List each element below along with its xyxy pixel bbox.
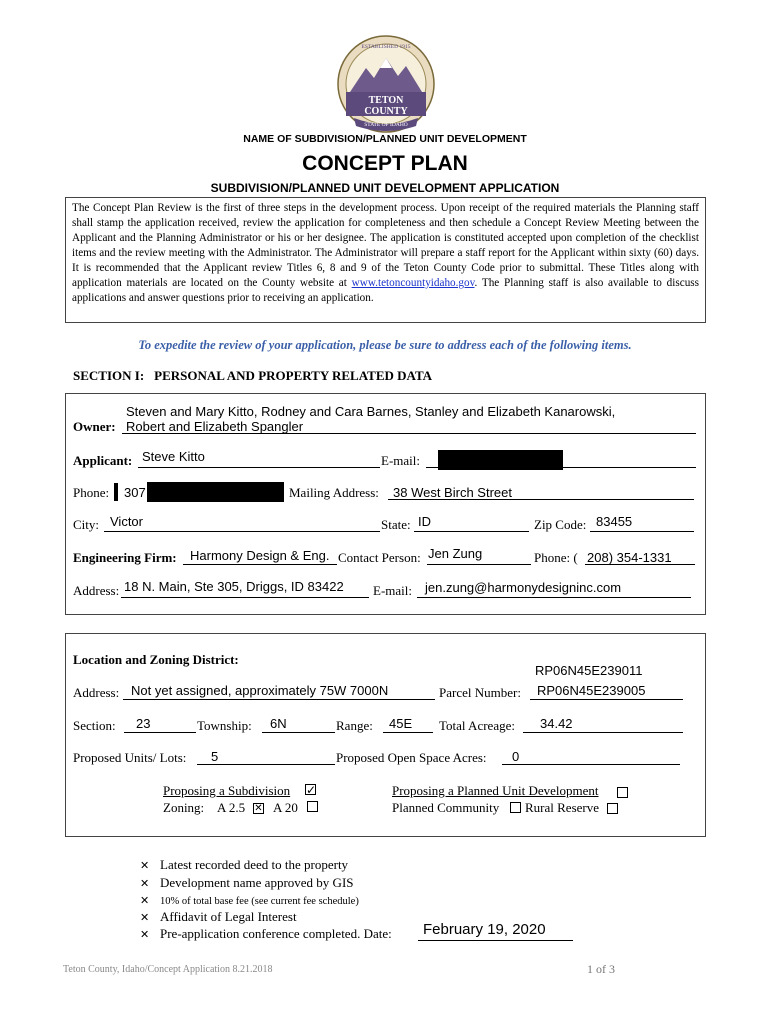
page-subtitle: SUBDIVISION/PLANNED UNIT DEVELOPMENT APPLICATION	[210, 181, 560, 195]
svg-text:COUNTY: COUNTY	[364, 106, 408, 117]
owner-value-line2[interactable]: Robert and Elizabeth Spangler	[126, 419, 304, 434]
applicant-email-label: E-mail:	[381, 453, 420, 468]
intro-text-end: . The Planning staff is also available to discuss applications and answer questions prior to receiving an application.	[72, 277, 699, 304]
phone-redacted-mark	[114, 483, 118, 501]
engineering-email-label: E-mail:	[373, 583, 412, 598]
owner-label: Owner:	[73, 419, 116, 434]
checklist-item[interactable]	[140, 926, 392, 942]
applicant-email-redacted	[438, 450, 563, 470]
expedite-note: To expedite the review of your application, please be sure to address each of the following items.	[138, 338, 632, 352]
zip-value[interactable]: 83455	[596, 514, 633, 529]
county-website-link[interactable]: www.tetoncountyidaho.gov	[351, 277, 475, 289]
intro-paragraph-box	[65, 197, 706, 323]
location-address-label: Address:	[73, 685, 120, 700]
intro-text: The Concept Plan Review is the first of three steps in the development process. Upon receipt of the required materials the Planning staff shall stamp the application received, review the application for completeness and then schedule a Concept Review Meeting between the Applicant and the Planning Administrator or his or her designee. The application is constituted accepted upon completion of the checklist items and the review meeting with the Administrator. The Administrator will prepare a staff report for the Applicant within sixty (60) days. It is recommended that the Applicant review Titles 6, 8 and 9 of the Teton County Code prior to submittal. These Titles along with application materials are located on the County website at	[72, 202, 699, 289]
svg-text:STATE OF IDAHO: STATE OF IDAHO	[364, 122, 408, 128]
engineering-firm-value[interactable]: Harmony Design & Eng.	[190, 548, 330, 563]
applicant-value[interactable]: Steve Kitto	[142, 449, 205, 464]
state-line	[414, 531, 529, 532]
checklist-item-label: 10% of total base fee (see current fee schedule)	[160, 896, 359, 907]
zoning-label: Zoning:	[163, 800, 205, 815]
applicant-label: Applicant:	[73, 453, 133, 468]
checklist-item[interactable]	[140, 875, 354, 891]
proposing-subdivision-label: Proposing a Subdivision	[163, 783, 291, 798]
engineering-address-label: Address:	[73, 583, 120, 598]
city-value[interactable]: Victor	[110, 514, 143, 529]
zoning-a25-label: A 2.5	[217, 800, 246, 815]
engineering-firm-line	[183, 564, 337, 565]
engineering-phone-value[interactable]: 208) 354-1331	[587, 550, 672, 565]
parcel-number-line	[530, 699, 683, 700]
zip-label: Zip Code:	[534, 517, 587, 532]
parcel-number-value[interactable]: RP06N45E239005	[537, 683, 646, 698]
section-line	[124, 732, 196, 733]
section-label: Section:	[73, 718, 116, 733]
rural-reserve-label: Rural Reserve	[525, 800, 600, 815]
engineering-email-line	[417, 597, 691, 598]
svg-text:TETON: TETON	[368, 95, 404, 106]
section-title: PERSONAL AND PROPERTY RELATED DATA	[154, 368, 433, 383]
pud-checkbox[interactable]	[617, 787, 628, 798]
section-number: SECTION I:	[73, 368, 145, 383]
state-label: State:	[381, 517, 411, 532]
checklist-item[interactable]	[140, 894, 359, 907]
mailing-address-value[interactable]: 38 West Birch Street	[393, 485, 512, 500]
zoning-a20-label: A 20	[273, 800, 298, 815]
location-address-value[interactable]: Not yet assigned, approximately 75W 7000N	[131, 683, 389, 698]
open-space-line	[502, 764, 680, 765]
applicant-line	[138, 467, 380, 468]
township-line	[262, 732, 335, 733]
proposed-units-label: Proposed Units/ Lots:	[73, 750, 187, 765]
parcel-number-value-top[interactable]: RP06N45E239011	[535, 663, 643, 678]
subdivision-checkbox[interactable]: ✓	[306, 783, 317, 797]
contact-person-label: Contact Person:	[338, 550, 421, 565]
checklist-x-mark: ✕	[140, 928, 150, 941]
engineering-firm-label: Engineering Firm:	[73, 550, 177, 565]
city-label: City:	[73, 517, 100, 532]
subdivision-name-heading: NAME OF SUBDIVISION/PLANNED UNIT DEVELOPMENT	[243, 133, 527, 145]
range-line	[383, 732, 433, 733]
proposed-units-line	[197, 764, 335, 765]
checklist-x-mark: ✕	[140, 859, 150, 872]
phone-redacted	[147, 482, 284, 502]
section-heading	[73, 368, 432, 384]
location-address-line	[123, 699, 435, 700]
owner-value-line1[interactable]: Steven and Mary Kitto, Rodney and Cara Barnes, Stanley and Elizabeth Kanarowski,	[126, 404, 616, 419]
city-line	[104, 531, 380, 532]
zoning-a25-checkbox[interactable]: ✕	[254, 803, 263, 814]
mailing-address-label: Mailing Address:	[289, 485, 379, 500]
planned-community-checkbox[interactable]	[510, 802, 521, 813]
zip-line	[590, 531, 694, 532]
page-number: 1 of 3	[587, 962, 615, 976]
township-value[interactable]: 6N	[270, 716, 287, 731]
checklist-item-label: Development name approved by GIS	[160, 875, 354, 890]
engineering-address-line	[121, 597, 369, 598]
checklist-item[interactable]	[140, 909, 297, 925]
proposed-units-value[interactable]: 5	[211, 749, 219, 764]
total-acreage-line	[523, 732, 683, 733]
preapp-date-line	[418, 940, 573, 941]
contact-person-line	[427, 564, 531, 565]
total-acreage-label: Total Acreage:	[439, 718, 515, 733]
planned-community-label: Planned Community	[392, 800, 500, 815]
checklist-x-mark: ✕	[140, 877, 150, 890]
checklist-item-label: Latest recorded deed to the property	[160, 857, 349, 872]
open-space-value[interactable]: 0	[512, 749, 520, 764]
total-acreage-value[interactable]: 34.42	[540, 716, 573, 731]
engineering-address-value[interactable]: 18 N. Main, Ste 305, Driggs, ID 83422	[124, 579, 344, 594]
rural-reserve-checkbox[interactable]	[607, 803, 618, 814]
checklist-item-label: Affidavit of Legal Interest	[160, 909, 297, 924]
checklist-x-mark: ✕	[140, 894, 150, 907]
township-label: Township:	[197, 718, 252, 733]
phone-value[interactable]: 307	[124, 485, 146, 500]
engineering-phone-label: Phone: (	[534, 550, 578, 565]
footer-text: Teton County, Idaho/Concept Application 8.21.2018	[63, 964, 273, 975]
zoning-a20-checkbox[interactable]	[307, 801, 318, 812]
location-zoning-title: Location and Zoning District:	[73, 652, 239, 667]
teton-county-seal-logo	[336, 34, 436, 134]
phone-label: Phone:	[73, 485, 110, 500]
parcel-number-label: Parcel Number:	[439, 685, 521, 700]
checklist-item[interactable]	[140, 857, 348, 873]
state-value[interactable]: ID	[418, 514, 431, 529]
page-title: CONCEPT PLAN	[302, 152, 468, 175]
open-space-label: Proposed Open Space Acres:	[336, 750, 487, 765]
range-label: Range:	[336, 718, 373, 733]
proposing-pud-label: Proposing a Planned Unit Development	[392, 783, 599, 798]
preapp-date-value[interactable]: February 19, 2020	[423, 921, 546, 938]
checklist-x-mark: ✕	[140, 911, 150, 924]
contact-person-value[interactable]: Jen Zung	[428, 546, 483, 561]
svg-text:ESTABLISHED 1915: ESTABLISHED 1915	[361, 44, 411, 50]
range-value[interactable]: 45E	[389, 716, 413, 731]
engineering-email-value[interactable]: jen.zung@harmonydesigninc.com	[425, 580, 622, 595]
checklist-item-label: Pre-application conference completed. Date:	[160, 926, 392, 941]
section-value[interactable]: 23	[136, 716, 151, 731]
